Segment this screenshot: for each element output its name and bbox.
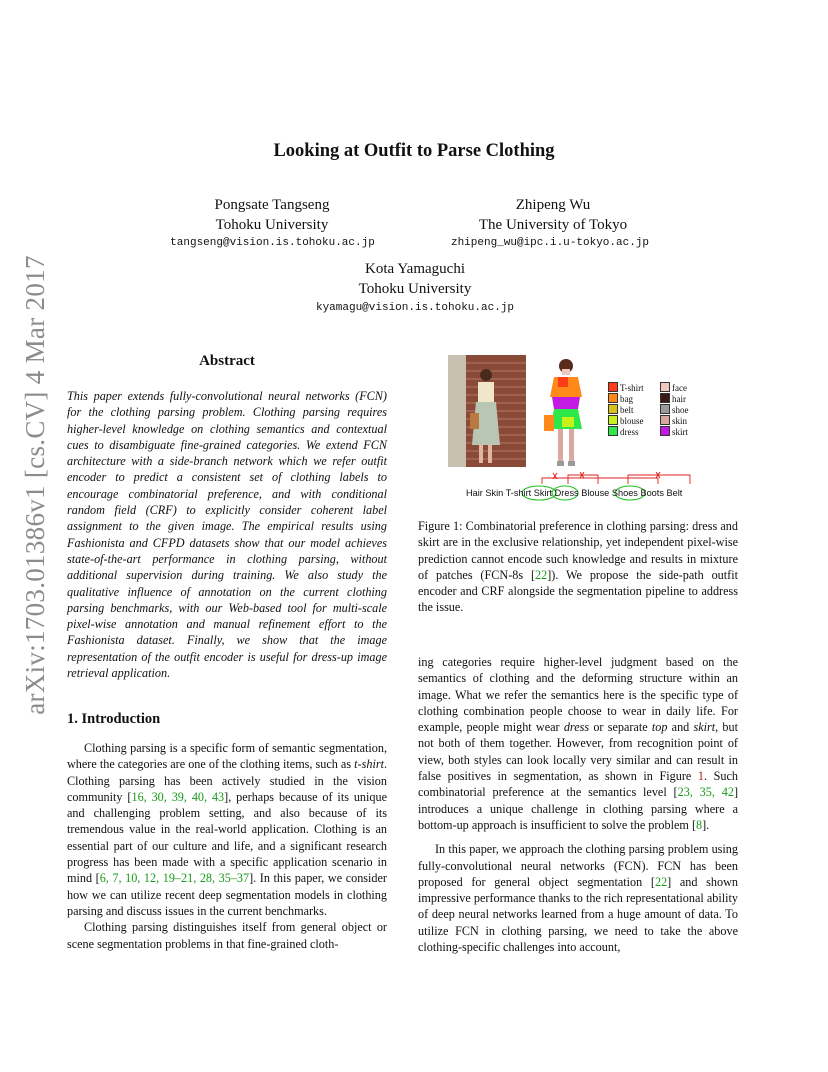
- author-name: Kota Yamaguchi: [365, 261, 465, 277]
- body-paragraph: In this paper, we approach the clothing parsing problem using fully-convolutional neural networks (FCN). FCN has been proposed for general object segmentation [22] and shown impressive performance thanks to the rich representational ability of deep neural networks learned from a huge amount of data. To utilize FCN in clothing parsing, we need to take the above clothing-specific challenges into account,: [418, 842, 738, 955]
- legend-item: blouse: [608, 415, 644, 426]
- intro-body: [67, 740, 387, 952]
- segmentation-result-image: [540, 357, 592, 469]
- citation-link[interactable]: 23, 35, 42: [677, 785, 734, 800]
- legend-item: T-shirt: [608, 382, 644, 393]
- right-column-body: [418, 654, 738, 955]
- legend-swatch: [660, 393, 670, 403]
- citation-link[interactable]: 22: [535, 567, 548, 582]
- author-block-1: [172, 195, 372, 235]
- arxiv-stamp: arXiv:1703.01386v1 [cs.CV] 4 Mar 2017: [20, 255, 50, 715]
- citation-link[interactable]: 6, 7, 10, 12, 19–21, 28, 35–37: [99, 871, 250, 886]
- author-affiliation: Tohoku University: [358, 281, 472, 297]
- author-name: Pongsate Tangseng: [214, 197, 330, 213]
- legend-item: skin: [660, 415, 687, 426]
- legend-swatch: [608, 382, 618, 392]
- author-block-3: [290, 259, 540, 299]
- citation-link[interactable]: 8: [696, 817, 703, 832]
- legend-item: hair: [660, 393, 686, 404]
- author-affiliation: The University of Tokyo: [478, 217, 628, 233]
- legend-right: [660, 382, 730, 438]
- abstract-text: This paper extends fully-convolutional neural networks (FCN) for the clothing parsing problem. Clothing parsing requires higher-level knowledge on clothing semantics and contextual cues to disambiguate fine-grained categories. We extend FCN architecture with a side-branch network which we refer outfit encoder to predict a consistent set of clothing labels to encourage combinatorial preference, and with conditional random field (CRF) to explicitly consider coherent label assignment to the given image. The empirical results using Fashionista and CFPD datasets show that our model achieves state-of-the-art performance in clothing parsing, without additional supervision during training. We also study the qualitative influence of annotation on the current clothing parsing benchmarks, with our Web-based tool for multi-scale pixel-wise annotation and manual refinement effort to the Fashionista dataset. Finally, we show that the image representation of the outfit encoder is useful for dress-up image retrieval application.: [67, 389, 387, 681]
- legend-item: skirt: [660, 426, 688, 437]
- legend-swatch: [608, 404, 618, 414]
- fashion-photo-image: [448, 355, 526, 467]
- legend-swatch: [660, 426, 670, 436]
- label-sequence: Hair Skin T-shirt Skirt Dress Blouse Shoes Boots Belt: [466, 488, 683, 498]
- legend-item: belt: [608, 404, 634, 415]
- author-name: Zhipeng Wu: [515, 197, 591, 213]
- figure-reference-link[interactable]: 1: [697, 769, 704, 784]
- legend-swatch: [660, 415, 670, 425]
- citation-link[interactable]: 16, 30, 39, 40, 43: [131, 789, 225, 804]
- author-email[interactable]: tangseng@vision.is.tohoku.ac.jp: [170, 237, 375, 249]
- legend-swatch: [660, 404, 670, 414]
- legend-swatch: [608, 393, 618, 403]
- legend-item: bag: [608, 393, 633, 404]
- author-email[interactable]: zhipeng_wu@ipc.i.u-tokyo.ac.jp: [450, 237, 650, 249]
- section-heading-introduction: 1. Introduction: [67, 711, 161, 727]
- figure-1: [418, 352, 748, 502]
- body-paragraph: ing categories require higher-level judgment based on the semantics of clothing and the deforming structure within an image. What we refer the semantics here is the specific type of clothing combination people choose to wear in daily life. For example, people might wear dress or separate top and skirt, but not both of them together. However, from recognition point of view, both styles can look locally very similar and can result in false positives in segmentation, as shown in Figure 1. Such combinatorial preference at the semantics level [23, 35, 42] introduces a unique challenge in clothing parsing where a bottom-up approach is insufficient to solve the problem [8].: [418, 655, 738, 832]
- citation-link[interactable]: 22: [654, 874, 668, 889]
- legend-swatch: [660, 382, 670, 392]
- figure-1-caption: Figure 1: Combinatorial preference in clothing parsing: dress and skirt are in the exclusive relationship, yet independent pixel-wise prediction cannot encode such knowledge and results in mixture of patches (FCN-8s [22]). We propose the side-path outfit encoder and CRF alongside the segmentation pipeline to address the issue.: [418, 519, 738, 615]
- legend-item: face: [660, 382, 687, 393]
- author-block-2: [438, 195, 668, 235]
- legend-item: shoe: [660, 404, 689, 415]
- legend-item: dress: [608, 426, 639, 437]
- paper-title: Looking at Outfit to Parse Clothing: [273, 141, 555, 161]
- intro-paragraph: Clothing parsing is a specific form of semantic segmentation, where the categories are one of the clothing items, such as t-shirt. Clothing parsing has been actively studied in the vision community [16, 30, 39, 40, 43], perhaps because of its unique and challenging problem setting, and also because of its tremendous value in the real-world application. Clothing is an essential part of our culture and life, and a significant research progress has been made with a specific application scenario in mind [6, 7, 10, 12, 19–21, 28, 35–37]. In this paper, we consider how we can utilize recent deep segmentation models in clothing parsing and discuss issues in the current benchmarks.: [67, 741, 388, 918]
- legend-swatch: [608, 426, 618, 436]
- author-email[interactable]: kyamagu@vision.is.tohoku.ac.jp: [315, 302, 515, 314]
- abstract-heading: Abstract: [199, 353, 255, 369]
- legend-swatch: [608, 415, 618, 425]
- intro-paragraph: Clothing parsing distinguishes itself from general object or scene segmentation problems in that fine-grained cloth-: [67, 920, 387, 951]
- author-affiliation: Tohoku University: [215, 217, 329, 233]
